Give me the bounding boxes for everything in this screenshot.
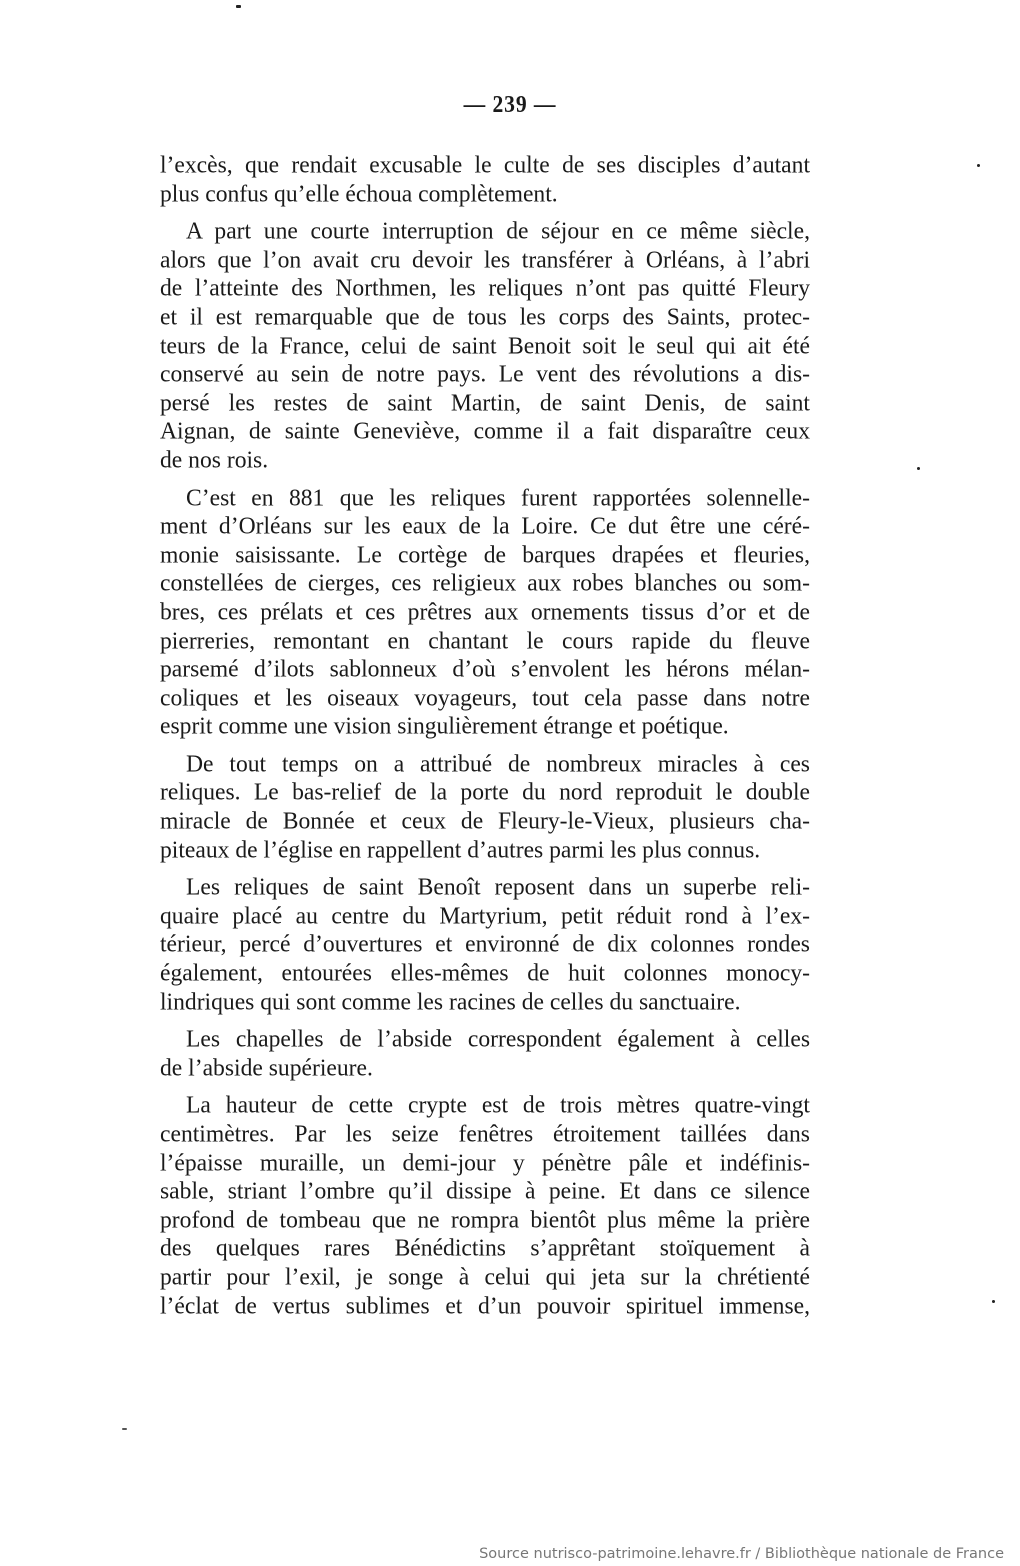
paragraph [160,873,810,1016]
paragraph [160,217,810,474]
text-line: l’excès, que rendait excusable le culte de ses disciples d’autant [160,151,810,179]
text-line: Les chapelles de l’abside correspondent également à celles [186,1025,810,1053]
text-line: conservé au sein de notre pays. Le vent des révolutions a dis- [160,360,810,388]
text-line: miracle de Bonnée et ceux de Fleury-le-Vieux, plusieurs cha- [160,807,810,835]
text-line: centimètres. Par les seize fenêtres étroitement taillées dans [160,1120,810,1148]
text-line: lindriques qui sont comme les racines de celles du sanctuaire. [160,987,741,1016]
text-line: de l’abside supérieure. [160,1054,373,1082]
text-line: et il est remarquable que de tous les corps des Saints, protec- [160,303,810,331]
text-line: persé les restes de saint Martin, de saint Denis, de saint [160,389,810,417]
text-line: teurs de la France, celui de saint Benoit soit le seul qui ait été [160,331,810,360]
text-line: esprit comme une vision singulièrement étrange et poétique. [160,712,729,740]
text-line: ment d’Orléans sur les eaux de la Loire. Ce dut être une céré- [160,512,810,540]
paragraph [160,484,810,741]
text-line: quaire placé au centre du Martyrium, petit réduit rond à l’ex- [160,902,810,930]
text-line: profond de tombeau que ne rompra bientôt plus même la prière [160,1206,810,1234]
text-line: La hauteur de cette crypte est de trois mètres quatre-vingt [186,1091,810,1120]
scan-speck [236,5,241,8]
page-number: — 239 — [463,92,557,118]
text-line: de nos rois. [160,446,269,474]
text-line: térieur, percé d’ouvertures et environné de dix colonnes rondes [160,930,810,959]
text-line: coliques et les oiseaux voyageurs, tout cela passe dans notre [160,684,810,712]
source-attribution: Source nutrisco-patrimoine.lehavre.fr / Bibliothèque nationale de France [479,1546,1004,1562]
text-line: constellées de cierges, ces religieux aux robes blanches ou som- [160,569,810,597]
scan-speck [917,467,920,470]
text-line: Aignan, de sainte Geneviève, comme il a fait disparaître ceux [160,417,810,445]
paragraph [160,750,810,864]
body-text [160,151,810,1329]
text-line: Les reliques de saint Benoît reposent dans un superbe reli- [186,873,810,901]
paragraph [160,1091,810,1320]
text-line: pierreries, remontant en chantant le cours rapide du fleuve [160,626,810,655]
text-line: monie saisissante. Le cortège de barques drapées et fleuries, [160,541,810,569]
paragraph [160,1025,810,1082]
text-line: parsemé d’ilots sablonneux d’où s’envolent les hérons mélan- [160,655,810,683]
text-line: A part une courte interruption de séjour en ce même siècle, [186,217,810,245]
text-line: sable, striant l’ombre qu’il dissipe à peine. Et dans ce silence [160,1177,810,1205]
text-line: l’épaisse muraille, un demi-jour y pénètre pâle et indéfinis- [160,1148,810,1177]
text-line: également, entourées elles-mêmes de huit colonnes monocy- [160,959,810,987]
text-line: bres, ces prélats et ces prêtres aux ornements tissus d’or et de [160,598,810,626]
text-line: partir pour l’exil, je songe à celui qui jeta sur la chrétienté [160,1263,810,1291]
text-line: C’est en 881 que les reliques furent rapportées solennelle- [186,483,810,512]
text-line: plus confus qu’elle échoua complètement. [160,179,558,208]
text-line: des quelques rares Bénédictins s’apprêtant stoïquement à [160,1234,810,1263]
text-line: alors que l’on avait cru devoir les transférer à Orléans, à l’abri [160,246,810,274]
scan-speck [122,1428,127,1430]
scan-speck [992,1300,995,1303]
text-line: piteaux de l’église en rappellent d’autres parmi les plus connus. [160,835,761,864]
paragraph [160,151,810,208]
text-line: l’éclat de vertus sublimes et d’un pouvoir spirituel immense, [160,1291,810,1320]
scan-speck [977,164,980,167]
text-line: reliques. Le bas-relief de la porte du nord reproduit le double [160,778,810,807]
text-line: de l’atteinte des Northmen, les reliques n’ont pas quitté Fleury [160,274,810,303]
text-line: De tout temps on a attribué de nombreux miracles à ces [186,750,810,778]
